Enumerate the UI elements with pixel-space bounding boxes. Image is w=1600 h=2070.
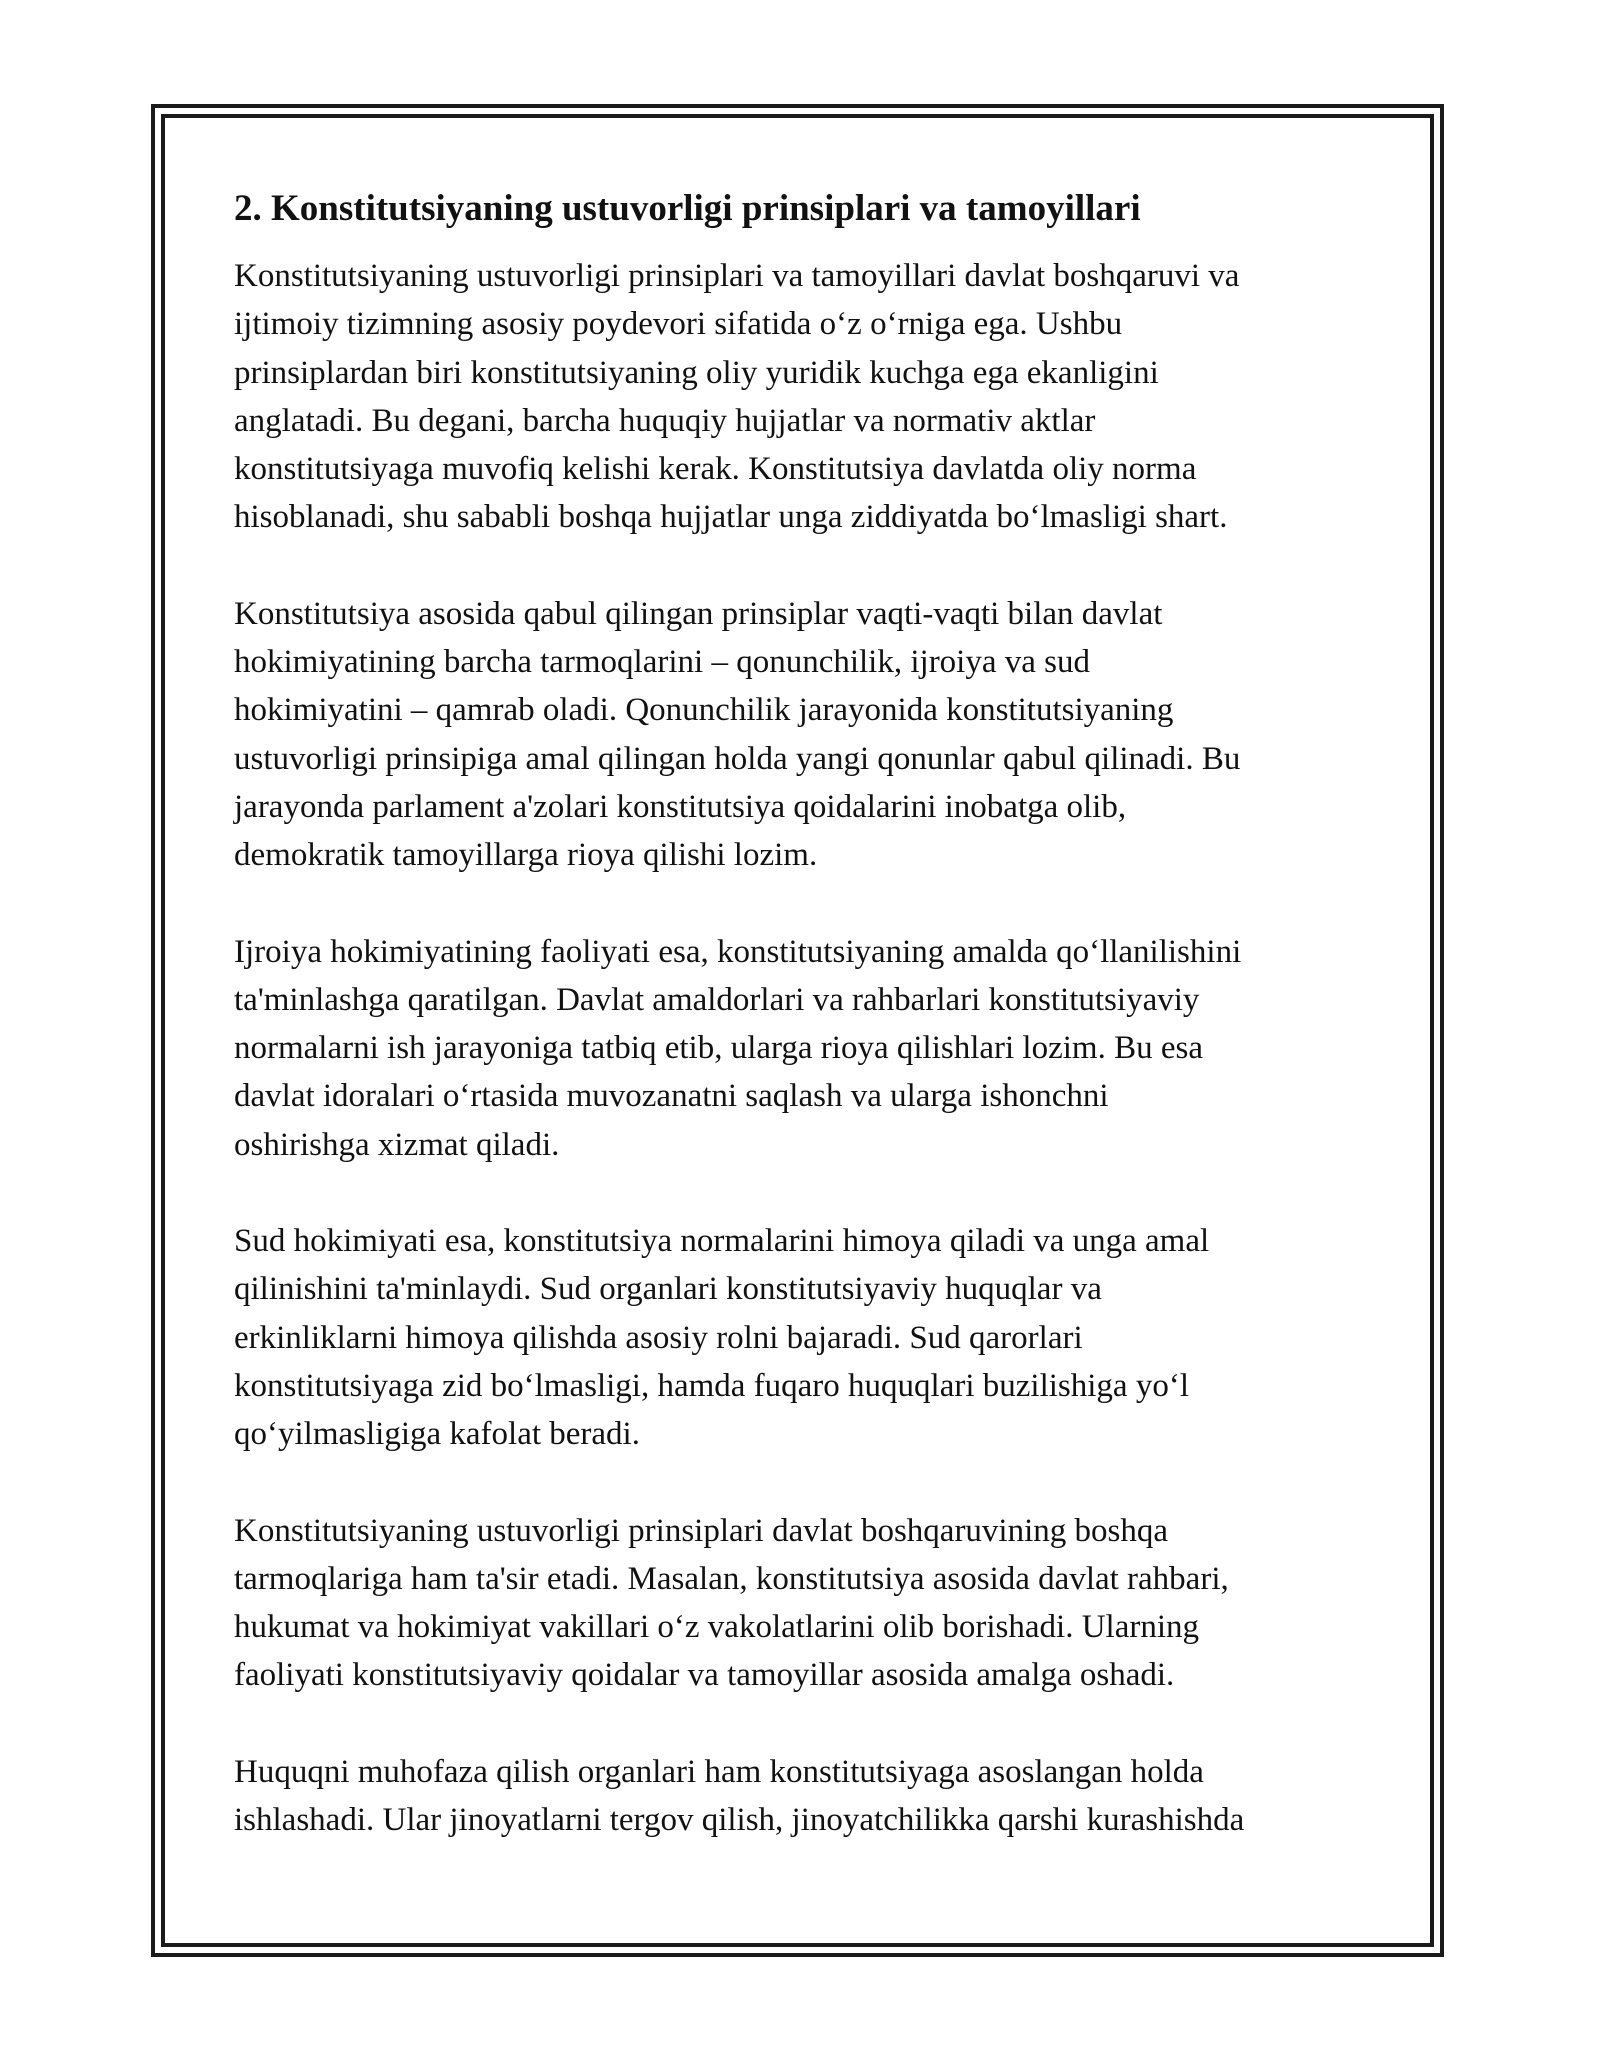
text-line: faoliyati konstitutsiyaviy qoidalar va tamoyillar asosida amalga oshadi. (234, 1657, 1175, 1694)
text-line: jarayonda parlament a'zolari konstitutsiya qoidalarini inobatga olib, (234, 788, 1127, 825)
text-line: oshirishga xizmat qiladi. (234, 1126, 560, 1163)
text-line: erkinliklarni himoya qilishda asosiy rolni bajaradi. Sud qarorlari (234, 1319, 1083, 1356)
text-line: qo‘yilmasligiga kafolat beradi. (234, 1416, 640, 1453)
text-line: demokratik tamoyillarga rioya qilishi lozim. (234, 837, 818, 874)
text-line: normalarni ish jarayoniga tatbiq etib, ularga rioya qilishlari lozim. Bu esa (234, 1030, 1203, 1067)
text-line: Konstitutsiyaning ustuvorligi prinsiplari davlat boshqaruvining boshqa (234, 1512, 1169, 1549)
text-line: ta'minlashga qaratilgan. Davlat amaldorlari va rahbarlari konstitutsiyaviy (234, 981, 1200, 1018)
text-line: davlat idoralari o‘rtasida muvozanatni saqlash va ularga ishonchni (234, 1078, 1109, 1115)
text-line: Ijroiya hokimiyatining faoliyati esa, konstitutsiyaning amalda qo‘llanilishini (234, 933, 1242, 970)
text-line: tarmoqlariga ham ta'sir etadi. Masalan, konstitutsiya asosida davlat rahbari, (234, 1560, 1229, 1597)
text-line: konstitutsiyaga muvofiq kelishi kerak. Konstitutsiya davlatda oliy norma (234, 451, 1197, 488)
text-line: Huquqni muhofaza qilish organlari ham konstitutsiyaga asoslangan holda (234, 1753, 1204, 1790)
text-line: ustuvorligi prinsipiga amal qilingan holda yangi qonunlar qabul qilinadi. Bu (234, 740, 1241, 777)
text-line: konstitutsiyaga zid bo‘lmasligi, hamda fuqaro huquqlari buzilishiga yo‘l (234, 1367, 1189, 1404)
paragraph-2 (234, 590, 1364, 880)
paragraph-4 (234, 1217, 1364, 1458)
text-line: hukumat va hokimiyat vakillari o‘z vakolatlarini olib borishadi. Ularning (234, 1609, 1200, 1646)
document-body (234, 186, 1364, 1892)
text-line: prinsiplardan biri konstitutsiyaning oliy yuridik kuchga ega ekanligini (234, 354, 1159, 391)
text-line: hokimiyatining barcha tarmoqlarini – qonunchilik, ijroiya va sud (234, 644, 1090, 681)
text-line: hokimiyatini – qamrab oladi. Qonunchilik jarayonida konstitutsiyaning (234, 692, 1174, 729)
section-heading: 2. Konstitutsiyaning ustuvorligi prinsiplari va tamoyillari (234, 188, 1141, 229)
text-line: Konstitutsiya asosida qabul qilingan prinsiplar vaqti-vaqti bilan davlat (234, 595, 1163, 632)
text-line: qilinishini ta'minlaydi. Sud organlari konstitutsiyaviy huquqlar va (234, 1271, 1102, 1308)
paragraph-1 (234, 252, 1364, 542)
paragraph-6 (234, 1748, 1364, 1845)
text-line: ijtimoiy tizimning asosiy poydevori sifatida o‘z o‘rniga ega. Ushbu (234, 306, 1123, 343)
text-line: hisoblanadi, shu sababli boshqa hujjatlar unga ziddiyatda bo‘lmasligi shart. (234, 499, 1228, 536)
text-line: anglatadi. Bu degani, barcha huquqiy hujjatlar va normativ aktlar (234, 402, 1096, 439)
text-line: Sud hokimiyati esa, konstitutsiya normalarini himoya qiladi va unga amal (234, 1223, 1210, 1260)
text-line: ishlashadi. Ular jinoyatlarni tergov qilish, jinoyatchilikka qarshi kurashishda (234, 1802, 1245, 1839)
paragraph-5 (234, 1507, 1364, 1700)
paragraph-3 (234, 928, 1364, 1169)
text-line: Konstitutsiyaning ustuvorligi prinsiplari va tamoyillari davlat boshqaruvi va (234, 258, 1240, 294)
